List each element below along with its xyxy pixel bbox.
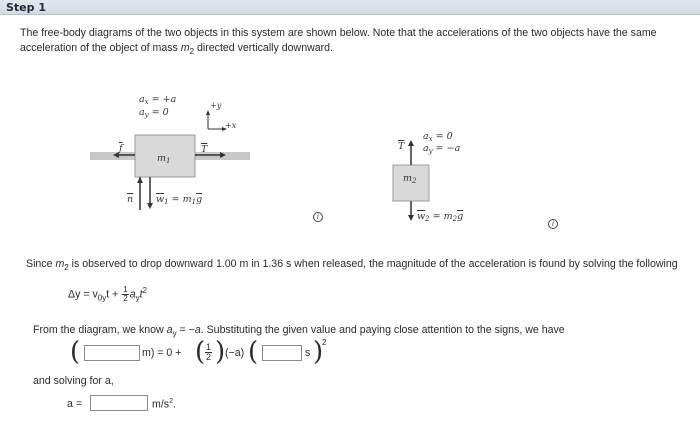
intro-line-2: acceleration of the object of mass $m_2$ directed vertically downward. [20,42,334,56]
fbd1-mass-label: $m_1$ [157,153,171,165]
half-fraction: $\frac{1}{2}$ [206,342,212,362]
fbd2-ax: $a_x = 0$ [423,131,453,143]
from-diagram-text: From the diagram, we know $a_y = -a$. Substituting the given value and paying close attention to the signs, we have [33,324,565,338]
solving-text: and solving for a, [33,375,114,387]
info-icon[interactable]: i [313,212,323,222]
since-text: Since $m_2$ is observed to drop downward 1.00 m in 1.36 s when released, the magnitude of the acceleration is found by solving the following [26,258,678,272]
eq2-exponent: 2 [322,338,327,347]
a-label: a = [67,398,83,410]
info-icon[interactable]: i [548,219,558,229]
fbd1-friction-label: $\overline{f}$ [119,143,123,154]
fbd2-weight-label: $\overline{w}_2 = m_2\overline{g}$ [417,211,464,223]
fbd1-ay: $a_y = 0$ [139,107,169,119]
intro-text [20,26,700,59]
acceleration-input[interactable] [90,395,148,411]
open-paren-1: ( [70,337,81,367]
time-input[interactable] [262,345,302,361]
eq2-neg-a: (−a) [225,347,245,359]
open-paren-3: ( [248,337,259,367]
fbd2-tension-label: $\overline{T}$ [398,141,405,152]
step-title: Step 1 [6,1,46,14]
eq2-unit-s: s [305,347,311,359]
close-paren-2: ) [215,337,226,367]
a-unit: $m/s^2$. [152,398,176,411]
step-header [0,0,700,15]
dy-input[interactable] [84,345,140,361]
open-paren-2: ( [195,337,206,367]
fbd1-normal-label: $\overline{n}$ [127,194,134,205]
eq2-left: m) = 0 + [142,347,182,359]
fbd1-weight-label: $\overline{w}_1 = m_1\overline{g}$ [156,194,203,206]
intro-line-1: The free-body diagrams of the two objects in this system are shown below. Note that the accelerations of the two objects have the same [20,27,657,39]
fbd1-ax: $a_x = +a$ [139,94,177,106]
kinematics-equation: $\Delta y = v_{0y}t$ + $\frac{1}{2}$ $a_yt^2$ [68,285,147,304]
fbd2-ay: $a_y = -a$ [423,143,461,155]
fbd1-tension-label: $\overline{T}$ [201,144,208,155]
close-paren-3: ) [313,337,324,367]
fbd1-axis-y-label: +y [210,101,222,110]
fbd1-axis-x-label: +x [225,121,237,130]
fbd2-mass-label: $m_2$ [403,173,417,185]
